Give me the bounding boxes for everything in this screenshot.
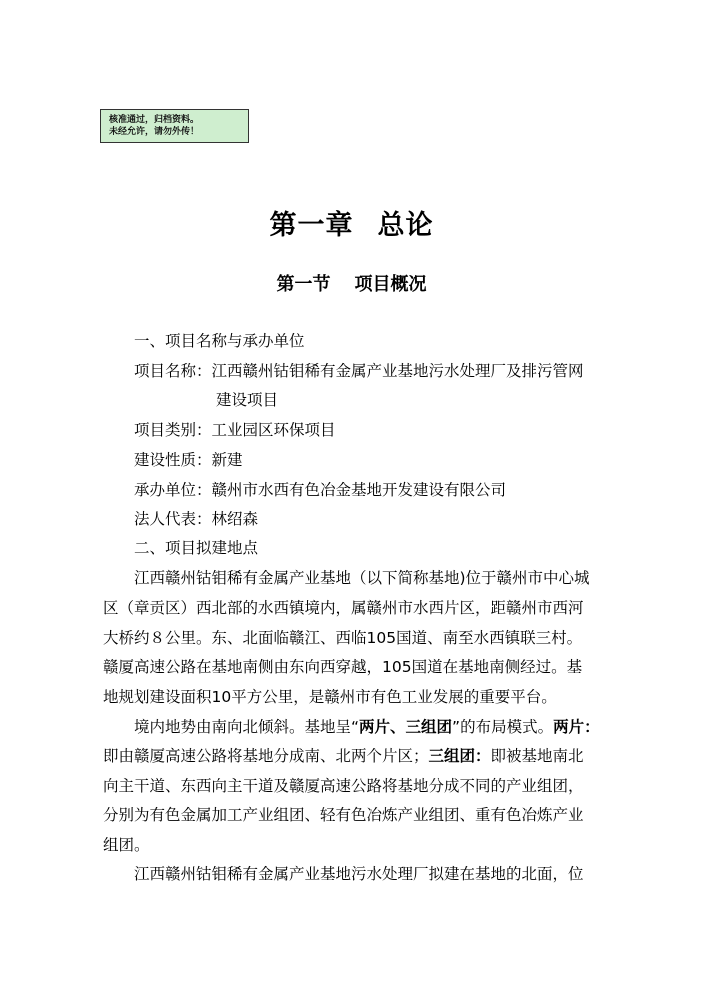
legal-rep-value: 林绍森 [211, 510, 259, 528]
stamp-line-1: 核准通过，归档资料。 [109, 115, 200, 125]
para2-text-c: 即由赣厦高速公路将基地分成南、北两个片区； [103, 747, 429, 765]
construction-nature-label: 建设性质： [134, 451, 212, 469]
heading-project-name-and-organizer: 一、项目名称与承办单位 [134, 332, 305, 350]
section-label: 第一节 [276, 274, 331, 295]
para1-line-4: 赣厦高速公路在基地南侧由东向西穿越，105国道在基地南侧经过。基 [103, 658, 583, 676]
chapter-label: 第一章 [269, 210, 354, 241]
para2-line-4: 分别为有色金属加工产业组团、轻有色冶炼产业组团、重有色冶炼产业 [103, 806, 584, 824]
para2-line-1 [134, 717, 600, 737]
section-title [0, 270, 703, 296]
project-name-value-cont: 建设项目 [216, 391, 279, 409]
stamp-line-2: 未经允许，请勿外传！ [109, 127, 200, 137]
para2-line-3: 向主干道、东西向主干道及赣厦高速公路将基地分成不同的产业组团， [103, 777, 584, 795]
construction-nature-row [134, 450, 243, 470]
project-name-row [134, 361, 584, 381]
organizer-value: 赣州市水西有色冶金基地开发建设有限公司 [211, 481, 507, 499]
project-name-label: 项目名称： [134, 362, 212, 380]
para1-line-5: 地规划建设面积10平方公里，是赣州市有色工业发展的重要平台。 [103, 688, 557, 706]
chapter-title [0, 203, 703, 242]
approval-stamp [100, 109, 249, 143]
legal-rep-label: 法人代表： [134, 510, 212, 528]
para2-line-2 [103, 746, 584, 766]
organizer-row [134, 480, 506, 500]
project-type-row [134, 420, 336, 440]
section-name: 项目概况 [354, 274, 427, 295]
para2-line-5: 组团。 [103, 836, 150, 854]
para1-line-2: 区（章贡区）西北部的水西镇境内，属赣州市水西片区，距赣州市西河 [103, 599, 584, 617]
chapter-name: 总论 [377, 210, 434, 241]
para2-emphasis-three-clusters: 三组团： [428, 747, 491, 765]
project-type-label: 项目类别： [134, 421, 212, 439]
para2-text-b: ”的布局模式。 [452, 718, 554, 736]
project-type-value: 工业园区环保项目 [211, 421, 336, 439]
para1-line-3: 大桥约８公里。东、北面临赣江、西临105国道、南至水西镇联三村。 [103, 629, 583, 647]
construction-nature-value: 新建 [211, 451, 243, 469]
para3-line-1: 江西赣州钴钼稀有金属产业基地污水处理厂拟建在基地的北面，位 [134, 865, 584, 883]
project-name-value: 江西赣州钴钼稀有金属产业基地污水处理厂及排污管网 [211, 362, 584, 380]
para2-emphasis-two-zones: 两片： [553, 718, 600, 736]
para2-emphasis-layout: 两片、三组团 [359, 718, 453, 736]
para1-line-1: 江西赣州钴钼稀有金属产业基地（以下简称基地)位于赣州市中心城 [134, 569, 590, 587]
organizer-label: 承办单位： [134, 481, 212, 499]
legal-rep-row [134, 509, 258, 529]
heading-project-location: 二、项目拟建地点 [134, 539, 259, 557]
para2-text-d: 即被基地南北 [490, 747, 584, 765]
para2-text-a: 境内地势由南向北倾斜。基地呈“ [134, 718, 360, 736]
